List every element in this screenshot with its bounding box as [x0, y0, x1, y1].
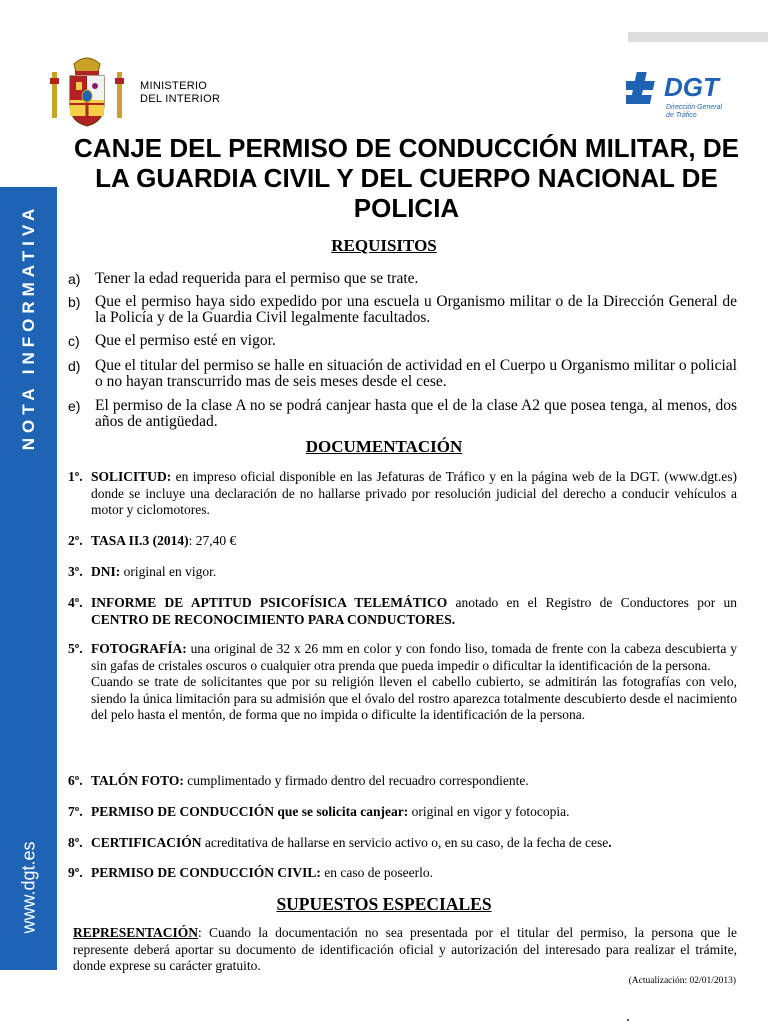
- doc-extra-text: Cuando se trate de solicitantes que por su religión lleven el cabello cubierto, se admitirán las fotografías con velo, siendo la única limitación para su admisión que el óvalo del rostro aparezca totalmente descubierto desde el nacimiento del pelo hasta el mentón, de forma que no impida o dificulte la identificación de la persona.: [91, 674, 737, 722]
- doc-text: original en vigor.: [120, 564, 217, 579]
- requisito-label: a): [68, 271, 81, 287]
- requisito-label: e): [68, 398, 81, 414]
- doc-number: 4º.: [68, 595, 83, 610]
- requisito-item: [68, 294, 737, 326]
- doc-bold-label: SOLICITUD:: [91, 469, 172, 484]
- website-label: www.dgt.es: [18, 841, 38, 934]
- ministry-line-2: DEL INTERIOR: [140, 93, 221, 105]
- representacion-label: REPRESENTACIÓN: [73, 925, 199, 940]
- requisito-text: Que el permiso esté en vigor.: [95, 332, 276, 349]
- doc-text: original en vigor y fotocopia.: [408, 804, 570, 819]
- doc-bold-label: CERTIFICACIÓN: [91, 835, 202, 850]
- doc-item: [68, 595, 737, 628]
- doc-bold-label: FOTOGRAFÍA:: [91, 641, 187, 656]
- doc-bold-label: TASA II.3 (2014): [91, 533, 189, 548]
- page-title: CANJE DEL PERMISO DE CONDUCCIÓN MILITAR, DE LA GUARDIA CIVIL Y DEL CUERPO NACIONAL DE POLICIA: [74, 133, 739, 223]
- doc-item: [68, 641, 737, 724]
- requisito-label: d): [68, 358, 81, 374]
- doc-bold-label: TALÓN FOTO:: [91, 773, 184, 788]
- doc-item: [68, 865, 737, 882]
- doc-text: : 27,40 €: [188, 533, 237, 548]
- representacion-text: : Cuando la documentación no sea presentada por el titular del permiso, la persona que le represente deberá aportar su documento de identificación oficial y autorización del interesado para realizar el trámite, donde exprese su carácter gratuito.: [73, 925, 737, 973]
- doc-item: [68, 564, 737, 581]
- doc-number: 7º.: [68, 804, 83, 819]
- dgt-logo-name: DGT: [664, 72, 719, 102]
- requisito-text: Que el titular del permiso se halle en situación de actividad en el Cuerpo u Organismo militar o policial o no hayan transcurrido mas de seis meses desde el cese.: [95, 357, 737, 390]
- supuestos-heading: SUPUESTOS ESPECIALES: [276, 894, 492, 914]
- nota-informativa-label: NOTA INFORMATIVA: [18, 203, 38, 451]
- ministry-line-1: MINISTERIO: [140, 80, 208, 92]
- doc-number: 8º.: [68, 835, 83, 850]
- update-date: (Actualización: 02/01/2013): [628, 976, 736, 986]
- doc-item: [68, 835, 737, 852]
- doc-item: [68, 804, 737, 821]
- top-gray-bar: [628, 32, 768, 42]
- dgt-logo-sub-1: Dirección General: [666, 104, 723, 111]
- dgt-logo-sub-2: de Tráfico: [666, 112, 697, 119]
- requisito-text: El permiso de la clase A no se podrá canjear hasta que el de la clase A2 que posea tenga, al menos, dos años de antigüedad.: [95, 397, 737, 430]
- requisito-label: b): [68, 294, 81, 310]
- doc-number: 5º.: [68, 641, 83, 656]
- representacion-paragraph: [73, 925, 737, 975]
- doc-text: en impreso oficial disponible en las Jefaturas de Tráfico y en la página web de la DGT. (www.dgt.es) donde se incluye una declaración de no hallarse privado por resolución judicial del derecho a conducir vehículos a motor y ciclomotores.: [91, 469, 737, 517]
- doc-number: 1º.: [68, 469, 83, 484]
- requisito-item: [68, 358, 737, 390]
- doc-text: una original de 32 x 26 mm en color y con fondo liso, tomada de frente con la cabeza descubierta y sin gafas de cristales oscuros o cualquier otra prenda que pueda impedir o dificultar la identificación de la persona.: [91, 641, 737, 673]
- doc-text: cumplimentado y firmado dentro del recuadro correspondiente.: [183, 773, 529, 788]
- requisito-item: [68, 398, 737, 430]
- requisito-text: Tener la edad requerida para el permiso que se trate.: [95, 270, 419, 287]
- doc-text: en caso de poseerlo.: [320, 865, 433, 880]
- ministry-name: [140, 80, 220, 106]
- documentacion-heading: DOCUMENTACIÓN: [305, 437, 463, 456]
- doc-bold-label: PERMISO DE CONDUCCIÓN CIVIL:: [91, 865, 321, 880]
- doc-number: 3º.: [68, 564, 83, 579]
- doc-bold-label-2: CENTRO DE RECONOCIMIENTO PARA CONDUCTORES.: [91, 611, 456, 627]
- dgt-logo: [626, 66, 736, 122]
- doc-bold-label: DNI:: [91, 564, 121, 579]
- requisito-item: [68, 271, 737, 287]
- doc-number: 2º.: [68, 533, 83, 548]
- doc-text: acreditativa de hallarse en servicio activo o, en su caso, de la fecha de cese: [201, 835, 609, 850]
- doc-tail: .: [608, 835, 612, 850]
- requisito-label: c): [68, 333, 80, 349]
- doc-item: [68, 773, 737, 790]
- doc-bold-label: INFORME DE APTITUD PSICOFÍSICA TELEMÁTICO: [91, 595, 448, 610]
- doc-number: 6º.: [68, 773, 83, 788]
- doc-text: anotado en el Registro de Conductores por un: [447, 595, 737, 610]
- footer-dot: [627, 1019, 629, 1021]
- doc-number: 9º.: [68, 865, 83, 880]
- doc-item: [68, 469, 737, 519]
- doc-item: [68, 533, 737, 550]
- requisito-text: Que el permiso haya sido expedido por una escuela u Organismo militar o de la Dirección General de la Policía y de la Guardia Civil legalmente facultados.: [95, 293, 737, 326]
- doc-bold-label: PERMISO DE CONDUCCIÓN que se solicita canjear:: [91, 804, 409, 819]
- requisitos-heading: REQUISITOS: [331, 236, 437, 255]
- requisito-item: [68, 333, 737, 349]
- sidebar-band: [0, 187, 57, 970]
- coat-of-arms-icon: [48, 52, 126, 130]
